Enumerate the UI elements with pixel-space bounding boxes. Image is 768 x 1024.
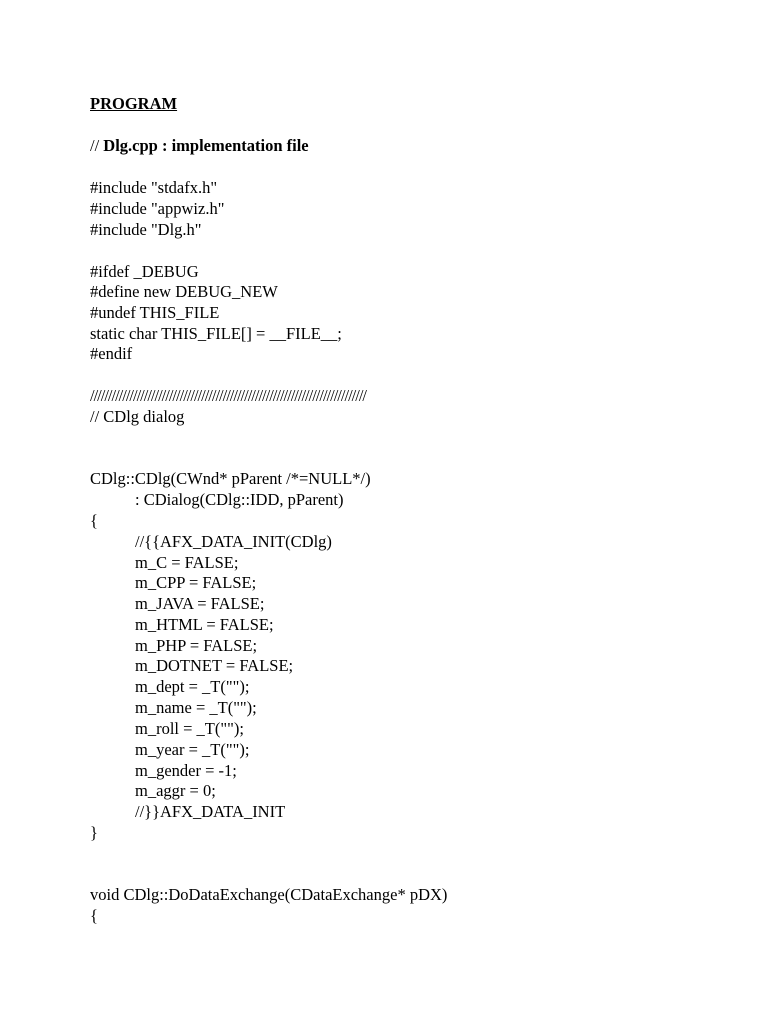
- include-line: #include "stdafx.h": [90, 178, 218, 197]
- constructor-signature: CDlg::CDlg(CWnd* pParent /*=NULL*/): [90, 469, 371, 488]
- data-exchange-signature: void CDlg::DoDataExchange(CDataExchange* pDX): [90, 885, 448, 904]
- code-line: //}}AFX_DATA_INIT: [135, 802, 286, 821]
- code-line: m_PHP = FALSE;: [135, 636, 258, 655]
- debug-line: #undef THIS_FILE: [90, 303, 220, 322]
- constructor-initializer: : CDialog(CDlg::IDD, pParent): [135, 490, 344, 509]
- code-line: m_C = FALSE;: [135, 553, 239, 572]
- section-comment: // CDlg dialog: [90, 407, 185, 426]
- code-line: m_aggr = 0;: [135, 781, 216, 800]
- file-comment-text: Dlg.cpp : implementation file: [103, 136, 309, 155]
- comment-prefix: //: [90, 136, 104, 155]
- code-line: m_dept = _T("");: [135, 677, 250, 696]
- code-line: m_year = _T("");: [135, 740, 250, 759]
- close-brace: }: [90, 823, 98, 842]
- code-line: m_DOTNET = FALSE;: [135, 656, 294, 675]
- file-comment-line: [90, 135, 309, 156]
- code-line: m_gender = -1;: [135, 761, 237, 780]
- code-line: m_JAVA = FALSE;: [135, 594, 265, 613]
- program-heading: PROGRAM: [90, 94, 178, 113]
- debug-line: #endif: [90, 344, 133, 363]
- open-brace: {: [90, 906, 98, 925]
- debug-line: #define new DEBUG_NEW: [90, 282, 278, 301]
- include-line: #include "Dlg.h": [90, 220, 202, 239]
- include-line: #include "appwiz.h": [90, 199, 225, 218]
- code-line: m_HTML = FALSE;: [135, 615, 274, 634]
- code-line: m_CPP = FALSE;: [135, 573, 257, 592]
- code-line: //{{AFX_DATA_INIT(CDlg): [135, 532, 332, 551]
- open-brace: {: [90, 511, 98, 530]
- separator-line: /////////////////////////////////////////////////////////////////////////////: [90, 386, 366, 405]
- debug-line: static char THIS_FILE[] = __FILE__;: [90, 324, 342, 343]
- code-line: m_roll = _T("");: [135, 719, 244, 738]
- code-line: m_name = _T("");: [135, 698, 257, 717]
- debug-line: #ifdef _DEBUG: [90, 262, 199, 281]
